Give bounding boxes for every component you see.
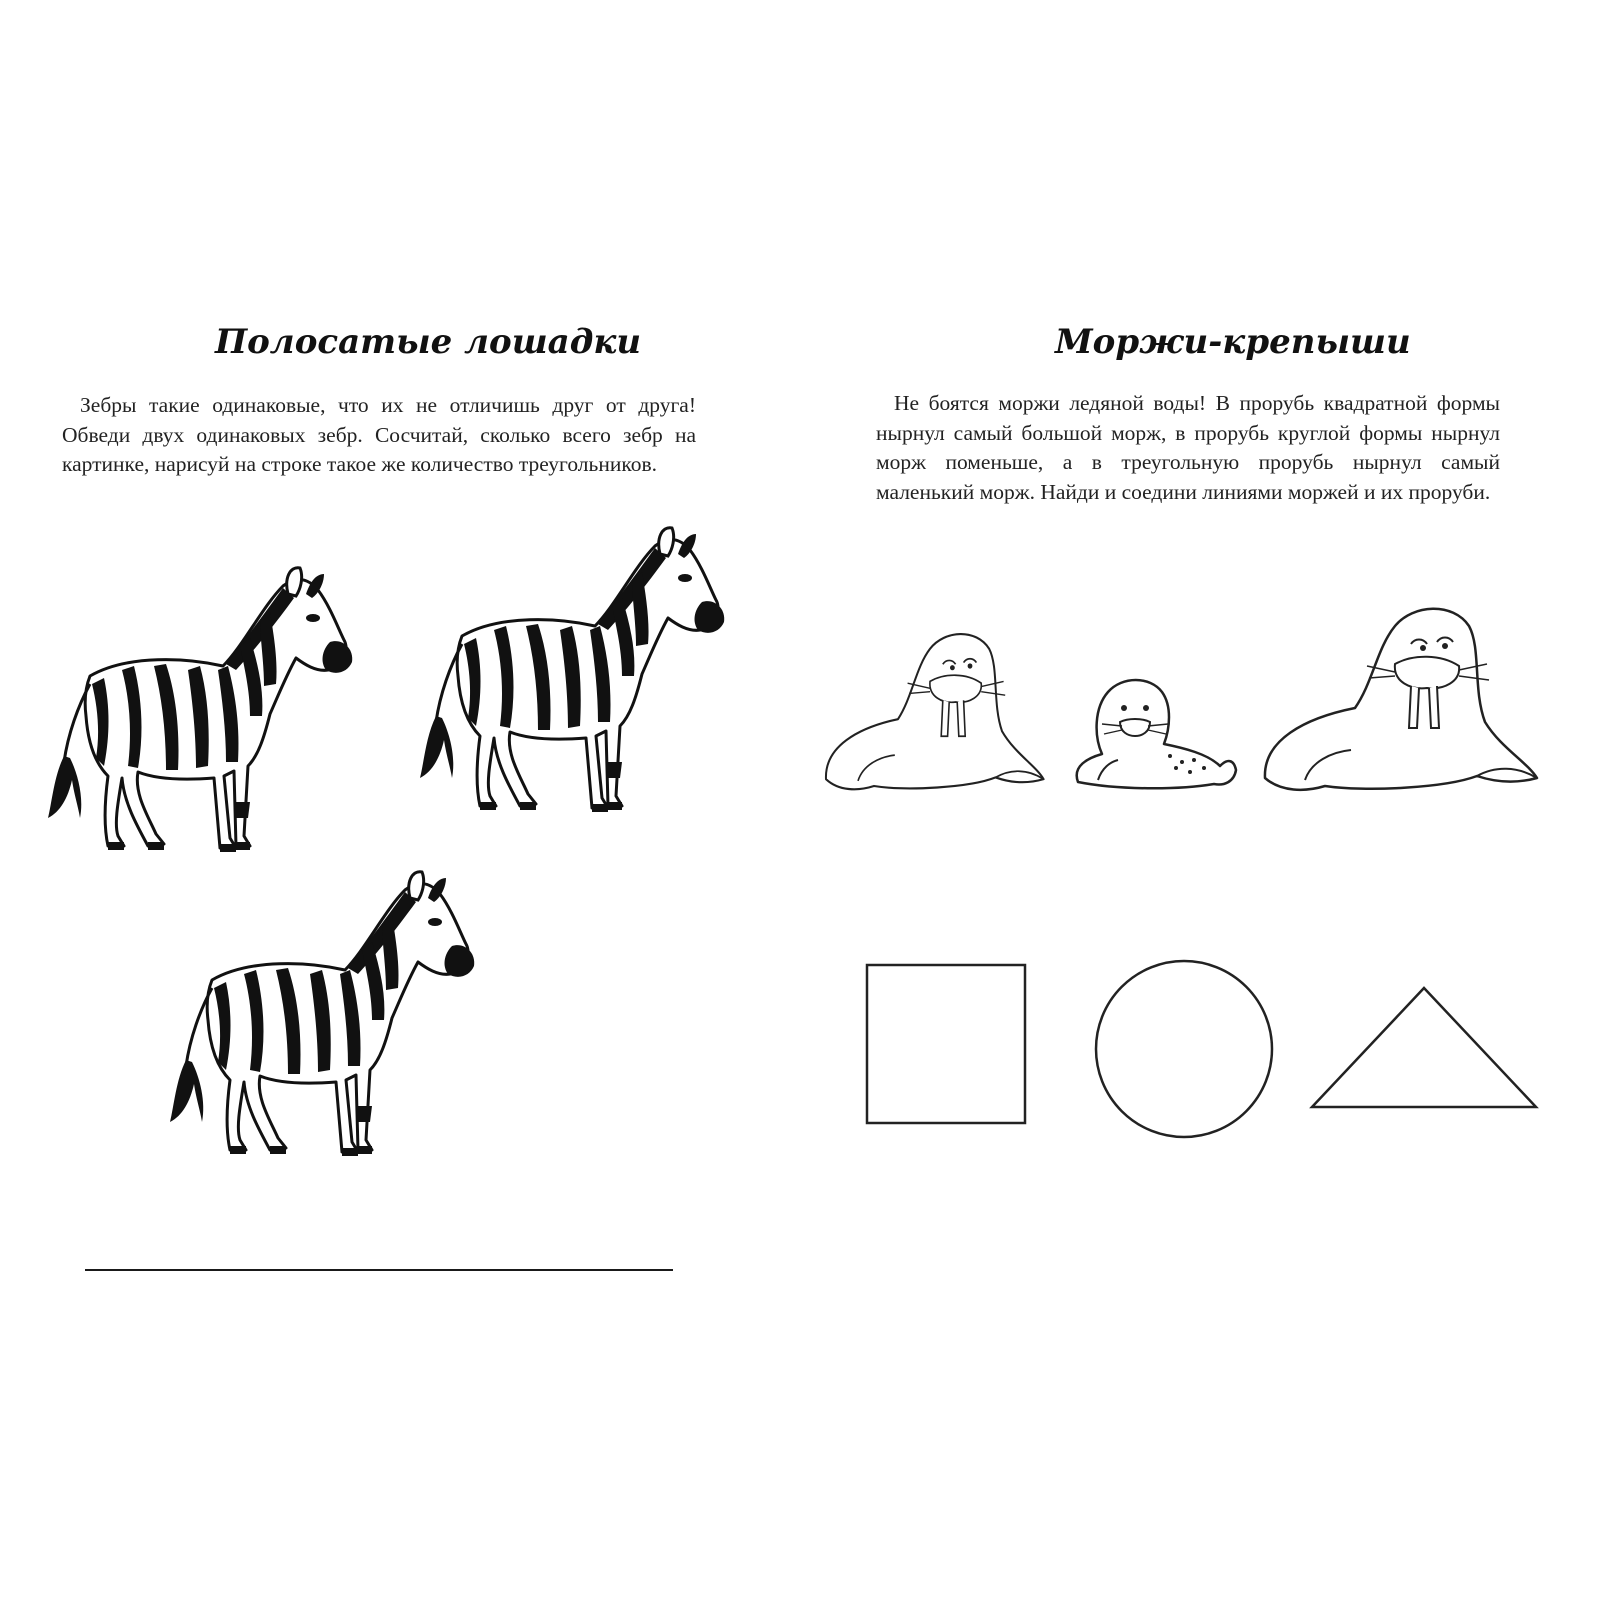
zebra-illustration[interactable] <box>160 870 480 1180</box>
right-page-instructions: Не боятся моржи ледяной воды! В прорубь квадратной формы нырнул самый большой морж, в прорубь круглой формы нырнул морж поменьше, а в треугольную прорубь нырнул самый маленький морж. Найди и соедини линиями моржей и их проруби. <box>876 391 1500 504</box>
left-page-title: Полосатые лошадки <box>215 322 642 362</box>
zebra-illustration[interactable] <box>38 566 358 876</box>
walrus-illustration[interactable] <box>1245 590 1545 800</box>
left-page-instructions: Зебры такие одинаковые, что их не отличишь друг от друга! Обведи двух одинаковых зебр. Сосчитай, сколько всего зебр на картинке, нарисуй на строке такое же количество треугольников. <box>62 393 696 477</box>
walrus-illustration[interactable] <box>810 618 1050 798</box>
walrus-pup-illustration[interactable] <box>1058 662 1238 792</box>
triangle-ice-hole[interactable] <box>1309 985 1539 1110</box>
zebra-illustration[interactable] <box>410 526 730 836</box>
circle-ice-hole[interactable] <box>1093 958 1275 1140</box>
left-page <box>0 0 790 1600</box>
square-ice-hole[interactable] <box>865 963 1027 1125</box>
right-page <box>810 0 1600 1600</box>
answer-line[interactable] <box>85 1269 673 1271</box>
right-page-title: Моржи-крепыши <box>1055 322 1411 362</box>
